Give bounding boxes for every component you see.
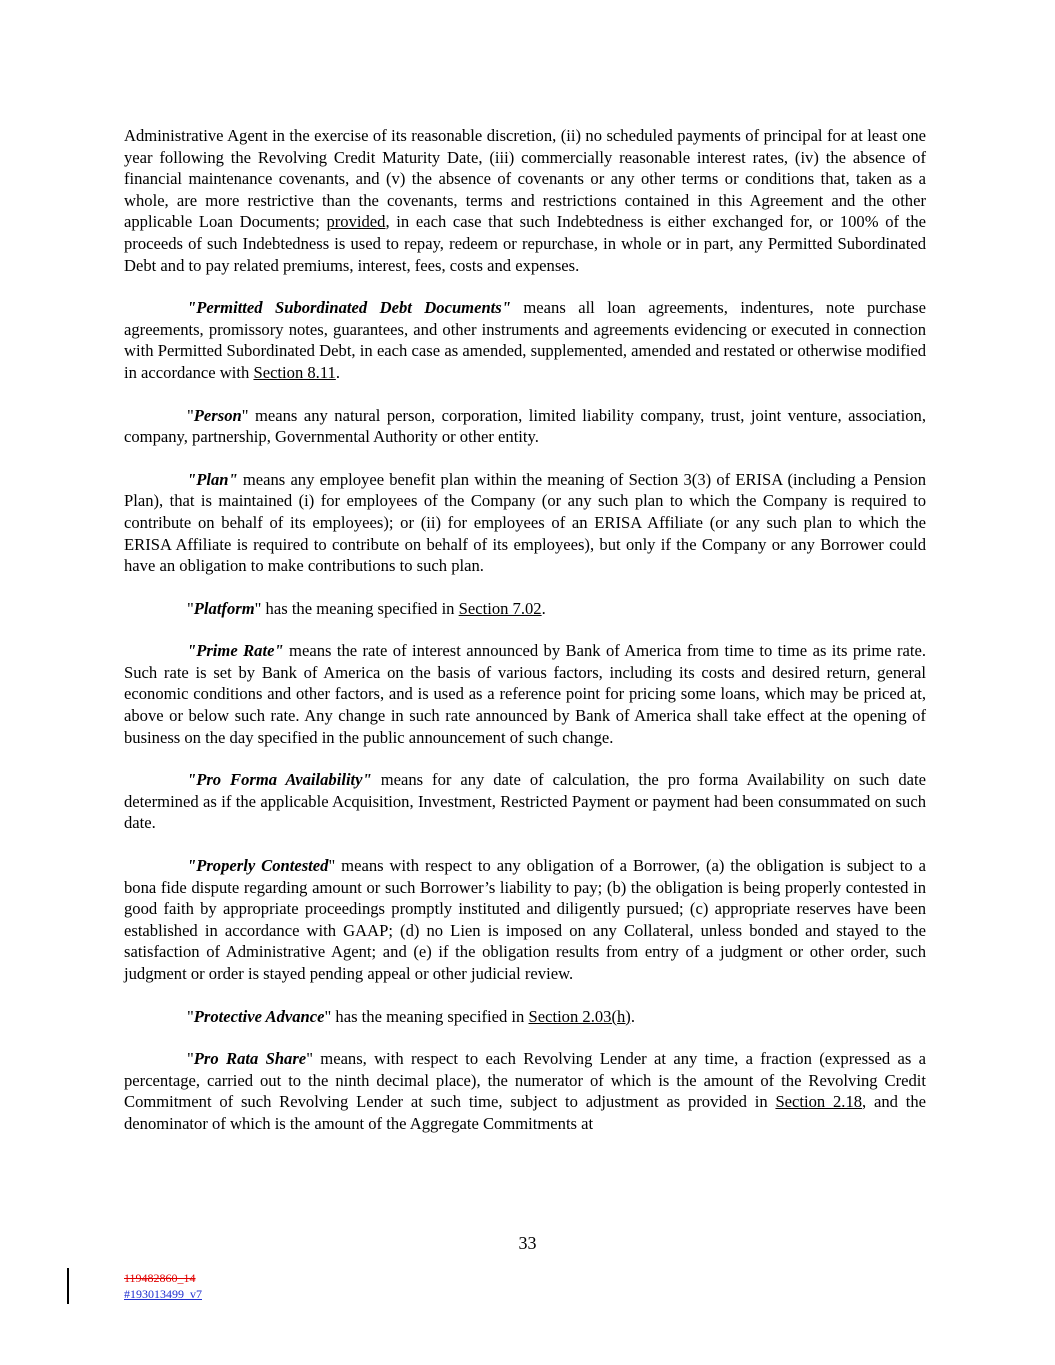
definition-pro-forma-availability xyxy=(124,769,926,834)
definition-prime-rate xyxy=(124,640,926,748)
provided-term: provided xyxy=(326,212,386,232)
section-reference: Section 7.02 xyxy=(458,598,542,618)
defined-term: Platform xyxy=(193,598,255,618)
defined-term: "Properly Contested xyxy=(187,856,329,876)
definition-text: means any employee benefit plan within the meaning of Section 3(3) of ERISA (including a Pension Plan), that is maintained (i) for employees of the Company (or any such plan to which the Company is required to contribute on behalf of its employees); or (ii) for employees of an ERISA Affiliate (or any such plan to which the ERISA Affiliate is required to contribute on behalf of its employees), but only if the Company or any Borrower could have an obligation to make contributions to such plan. xyxy=(124,469,926,576)
text: Administrative Agent in the exercise of its reasonable discretion, (ii) no scheduled payments of principal for at least one year following the Revolving Credit Maturity Date, (iii) commercially reasonable interest rates, (iv) the absence of financial maintenance covenants, and (v) the absence of covenants or any other terms or conditions that, taken as a whole, are more restrictive than the covenants, terms and restrictions contained in this Agreement and the other applicable Loan Documents; xyxy=(124,126,926,232)
definition-protective-advance: "Protective Advance" has the meaning specified in Section 2.03(h). xyxy=(187,1006,635,1026)
definition-platform: "Platform" has the meaning specified in Section 7.02. xyxy=(187,598,546,618)
definition-text: has the meaning specified in xyxy=(331,1006,529,1026)
revision-bar xyxy=(67,1268,69,1304)
section-reference: Section 8.11 xyxy=(253,362,336,382)
definition-text: means, with respect to each Revolving Lender at any time, a fraction (expressed as a percentage, carried out to the ninth decimal place), the numerator of which is the amount of the Revolving Credit Commitment of such Revolving Lender at such time, subject to adjustment as provided in xyxy=(124,1049,926,1112)
page-number: 33 xyxy=(518,1233,537,1253)
defined-term: "Plan" xyxy=(187,469,238,489)
document-body xyxy=(124,125,926,1156)
defined-term: Person xyxy=(193,405,242,425)
definition-properly-contested: "Properly Contested" means with respect to any obligation of a Borrower, (a) the obligation is subject to a bona fide dispute regarding amount or such Borrower’s liability to pay; (b) the obligation is being properly contested in good faith by appropriate proceedings promptly instituted and diligently pursued; (c) appropriate reserves have been established in accordance with GAAP; (d) no Lien is imposed on any Collateral, unless bonded and stayed to the satisfaction of Administrative Agent; and (e) if the obligation results from entry of a judgment or other order, such judgment or order is stayed pending appeal or other judicial review. xyxy=(124,856,926,983)
deleted-document-id: 119482860_14 xyxy=(124,1271,196,1285)
defined-term: "Pro Forma Availability" xyxy=(187,770,372,790)
definition-permitted-subordinated-debt-documents: "Permitted Subordinated Debt Documents" means all loan agreements, indentures, note purchase agreements, promissory notes, guarantees, and other instruments and agreements evidencing or executed in connection with Permitted Subordinated Debt, in each case as amended, supplemented, amended and restated or otherwise modified in accordance with Section 8.11. xyxy=(124,298,926,382)
defined-term: "Permitted Subordinated Debt Documents" xyxy=(187,298,511,318)
definition-text: means the rate of interest announced by Bank of America from time to time as its prime rate. Such rate is set by Bank of America on the basis of various factors, including its costs and desired return, general economic conditions and other factors, and is used as a reference point for pricing some loans, which may be priced at, above or below such rate. Any change in such rate announced by Bank of America shall take effect at the opening of business on the day specified in the public announcement of such change. xyxy=(124,641,927,747)
definition-text: means for any date of calculation, the pro forma Availability on such date determined as if the applicable Acquisition, Investment, Restricted Payment or payment had been consummated on such date. xyxy=(124,770,926,833)
defined-term: Protective Advance xyxy=(193,1006,325,1026)
defined-term: Pro Rata Share xyxy=(193,1049,307,1069)
paragraph-continuation xyxy=(124,125,926,276)
definition-person: "Person" means any natural person, corporation, limited liability company, trust, joint venture, association, company, partnership, Governmental Authority or other entity. xyxy=(124,405,926,447)
definition-plan xyxy=(124,469,926,577)
definition-text: has the meaning specified in xyxy=(261,598,459,618)
inserted-document-id: #193013499_v7 xyxy=(124,1287,202,1301)
definition-pro-rata-share: "Pro Rata Share" means, with respect to each Revolving Lender at any time, a fraction (expressed as a percentage, carried out to the ninth decimal place), the numerator of which is the amount of the Revolving Credit Commitment of such Revolving Lender at such time, subject to adjustment as provided in Section 2.18, and the denominator of which is the amount of the Aggregate Commitments at xyxy=(124,1049,926,1133)
definition-text: means with respect to any obligation of a Borrower, (a) the obligation is subject to a bona fide dispute regarding amount or such Borrower’s liability to pay; (b) the obligation is being properly contested in good faith by appropriate proceedings promptly instituted and diligently pursued; (c) appropriate reserves have been established in accordance with GAAP; (d) no Lien is imposed on any Collateral, unless bonded and stayed to the satisfaction of Administrative Agent; and (e) if the obligation results from entry of a judgment or other order, such judgment or order is stayed pending appeal or other judicial review. xyxy=(124,856,926,983)
text: , in each case that such Indebtedness is either exchanged for, or 100% of the proceeds of such Indebtedness is used to repay, redeem or repurchase, in whole or in part, any Permitted Subordinated Debt and to pay related premiums, interest, fees, costs and expenses. xyxy=(124,212,926,275)
defined-term: "Prime Rate" xyxy=(187,641,284,661)
section-reference: Section 2.18 xyxy=(775,1092,863,1112)
definition-text: means all loan agreements, indentures, note purchase agreements, promissory notes, guarantees, and other instruments and agreements evidencing or executed in connection with Permitted Subordinated Debt, in each case as amended, supplemented, amended and restated or otherwise modified in accordance with xyxy=(124,298,926,382)
definition-text: means any natural person, corporation, limited liability company, trust, joint venture, association, company, partnership, Governmental Authority or other entity. xyxy=(124,405,926,447)
section-reference: Section 2.03(h) xyxy=(528,1006,631,1026)
